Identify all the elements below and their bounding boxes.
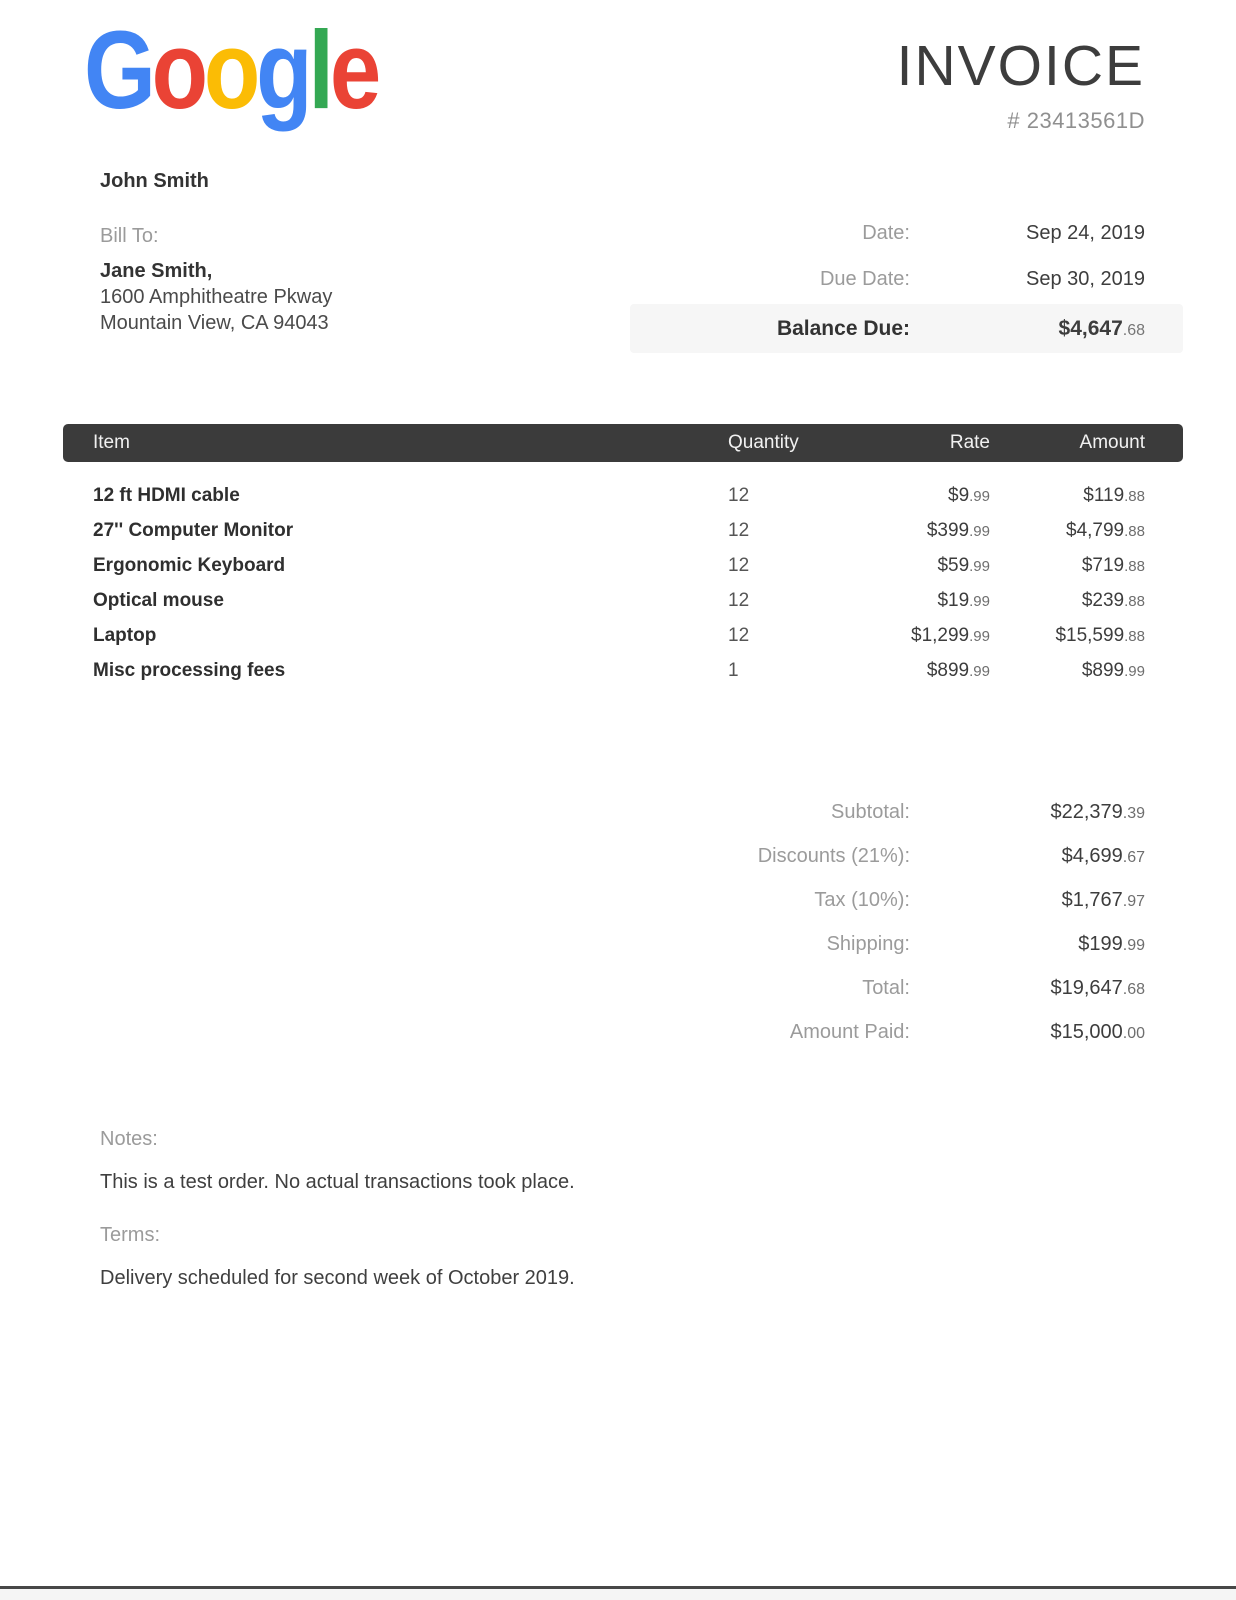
items-table [63,424,1183,688]
due-date-row [630,256,1183,302]
logo-letter: o [151,9,204,132]
bill-to-block [100,223,332,336]
discounts-label: Discounts (21%): [757,844,910,867]
item-quantity: 12 [728,624,750,646]
items-table-body [63,478,1183,688]
balance-due-label: Balance Due: [776,316,910,340]
amount-paid-row [630,1010,1183,1054]
item-quantity: 12 [728,519,750,541]
item-amount: $4,799.88 [1066,519,1145,541]
page-bottom-strip [0,1589,1236,1600]
tax-value: $1,767.97 [1061,888,1145,911]
invoice-title-block [896,34,1145,134]
column-header-item: Item [93,432,130,453]
subtotal-label: Subtotal: [831,800,910,823]
notes-section [100,1128,575,1194]
sender-name: John Smith [100,170,209,192]
item-rate: $19.99 [937,589,990,611]
balance-due-cents: .68 [1122,321,1145,339]
tax-row [630,878,1183,922]
item-rate: $1,299.99 [911,624,990,646]
balance-due-row [630,304,1183,353]
invoice-meta [630,210,1183,353]
item-quantity: 12 [728,554,750,576]
subtotal-value: $22,379.39 [1050,800,1145,823]
logo-letter: o [203,9,257,132]
item-name: Laptop [93,624,157,646]
date-value: Sep 24, 2019 [1026,221,1145,244]
table-row [63,618,1183,653]
total-label: Total: [862,976,910,999]
table-row [63,548,1183,583]
totals-section [630,790,1183,1054]
logo-letter: l [308,9,330,132]
balance-due-amount: $4,647 [1058,316,1123,340]
terms-text: Delivery scheduled for second week of October 2019. [100,1267,575,1289]
notes-label: Notes: [100,1128,158,1150]
item-name: Optical mouse [93,589,224,611]
item-name: Misc processing fees [93,659,286,681]
item-amount: $239.88 [1081,589,1145,611]
column-header-amount: Amount [1079,432,1145,453]
column-header-quantity: Quantity [728,432,799,453]
date-label: Date: [862,221,910,244]
item-rate: $399.99 [926,519,990,541]
item-amount: $119.88 [1083,484,1145,506]
shipping-value: $199.99 [1078,932,1145,955]
item-quantity: 12 [728,484,750,506]
items-table-header [63,424,1183,462]
invoice-number: # 23413561D [1007,108,1145,133]
total-value: $19,647.68 [1050,976,1145,999]
total-row [630,966,1183,1010]
table-row [63,513,1183,548]
item-quantity: 12 [728,589,750,611]
bill-to-address-line2: Mountain View, CA 94043 [100,312,329,334]
bill-to-label: Bill To: [100,225,159,247]
item-name: 27'' Computer Monitor [93,519,294,541]
amount-paid-value: $15,000.00 [1050,1020,1145,1043]
item-amount: $899.99 [1081,659,1145,681]
date-row [630,210,1183,256]
amount-paid-label: Amount Paid: [789,1020,910,1043]
item-name: 12 ft HDMI cable [93,484,240,506]
due-date-value: Sep 30, 2019 [1026,267,1145,290]
item-amount: $719.88 [1081,554,1145,576]
item-quantity: 1 [728,659,739,681]
item-rate: $59.99 [937,554,990,576]
logo-letter: G [84,9,152,132]
column-header-rate: Rate [949,432,990,453]
table-row [63,478,1183,513]
discounts-row [630,834,1183,878]
item-amount: $15,599.88 [1055,624,1145,646]
notes-text: This is a test order. No actual transactions took place. [100,1171,575,1193]
logo-letter: e [329,9,378,132]
table-row [63,583,1183,618]
terms-label: Terms: [100,1224,160,1246]
item-name: Ergonomic Keyboard [93,554,286,576]
logo-letter: g [256,9,309,132]
shipping-row [630,922,1183,966]
bill-to-address-line1: 1600 Amphitheatre Pkway [100,286,333,308]
bill-to-name: Jane Smith, [100,260,213,282]
invoice-title: INVOICE [896,34,1145,98]
terms-section [100,1224,575,1290]
subtotal-row [630,790,1183,834]
item-rate: $9.99 [948,484,990,506]
item-rate: $899.99 [926,659,990,681]
shipping-label: Shipping: [826,932,910,955]
discounts-value: $4,699.67 [1061,844,1145,867]
due-date-label: Due Date: [819,267,910,290]
tax-label: Tax (10%): [814,888,910,911]
balance-due-value [910,317,1183,341]
google-logo [84,8,377,135]
table-row [63,653,1183,688]
